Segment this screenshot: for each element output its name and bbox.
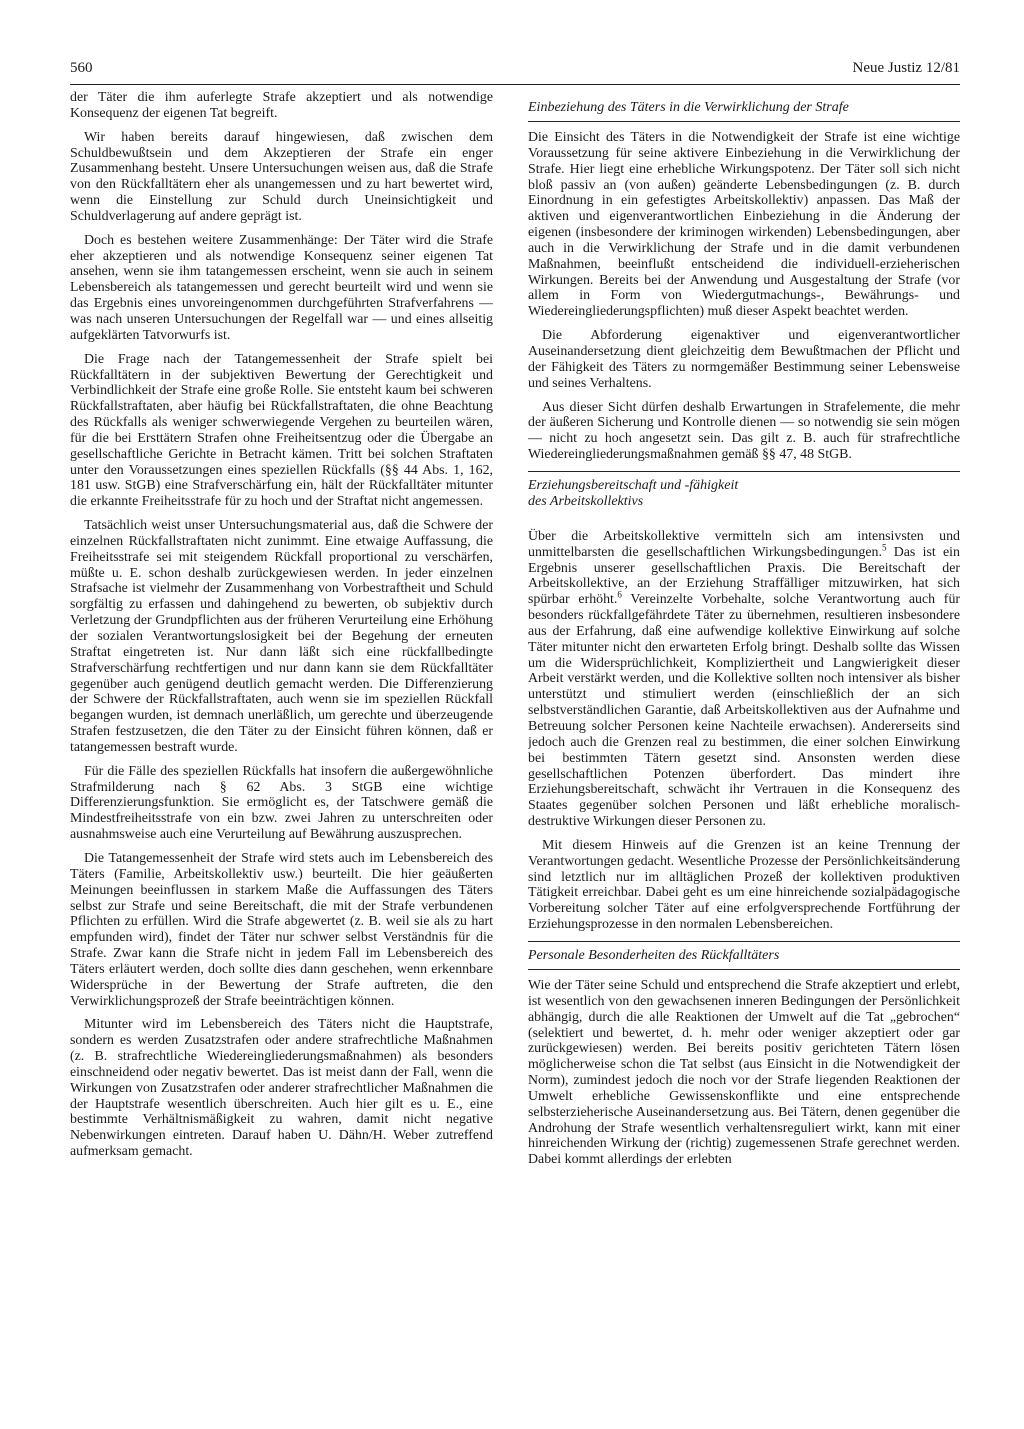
page-header: [70, 56, 960, 85]
journal-issue: Neue Justiz 12/81: [852, 60, 960, 76]
section-heading-personale-besonderheiten: Personale Besonderheiten des Rückfalltäters: [528, 941, 960, 970]
text-run: Vereinzelte Vorbehalte, solche Verantwortung auch für besonders rückfallgefährdete Täter zu übernehmen, resultieren insbesondere aus der Erfahrung, daß eine aufwendige kollektive Einwirkung auf solche Täter mitunter nicht den erwarteten Erfolg bringt. Deshalb sollte das Wissen um die Widersprüchlichkeit, Kompliziertheit und Langwierigkeit dieser Arbeit verstärkt werden, und die Kollektive sollten noch intensiver als bisher unterstützt und stimuliert werden (einschließlich der an sich selbstverständlichen Garantie, daß Arbeitskollektiven aus der Aufnahme und Betreuung solcher Personen keine Nachteile erwachsen). Andererseits sind jedoch auch die Grenzen real zu bestimmen, die einer solchen Einwirkung bei bestimmten Tätern gesetzt sind. Ansonsten werden diese gesellschaftlichen Potenzen überfordert. Das mindert ihre Erziehungsbereitschaft, schwächt ihr Vertrauen in die Konsequenz des Staates gegenüber solchen Personen und läßt erhebliche moralisch-destruktive Wirkungen dieser Personen zu.: [528, 592, 960, 830]
section-heading-einbeziehung: Einbeziehung des Täters in die Verwirklichung der Strafe: [528, 98, 960, 122]
paragraph: Die Einsicht des Täters in die Notwendigkeit der Strafe ist eine wichtige Voraussetzung für seine aktivere Einbeziehung in die Verwirklichung der Strafe. Hier liegt eine erhebliche Wirkungspotenz. Der Täter soll sich nicht bloß passiv an (von außen) geänderte Lebensbedingungen (z. B. durch Einordnung in ein gefestigtes Arbeitskollektiv) anpassen. Das Maß der aktiven und eigenverantwortlichen Einbeziehung in die Änderung der eigenen (insbesondere der kriminogen wirkenden) Lebensbedingungen, aber auch in die Verwirklichung der Strafe und in die damit verbundenen Maßnahmen, beeinflußt entscheidend die individuell-erzieherischen Wirkungen. Bereits bei der Anwendung und Ausgestaltung der Strafe (vor allem in Form von Wiedergutmachungs-, Bewährungs- und Wiedereingliederungspflichten) muß dieser Aspekt beachtet werden.: [528, 130, 960, 320]
text-run: Über die Arbeitskollektive vermitteln sich am intensivsten und unmittelbarsten die gesellschaftlichen Wirkungsbedingungen.: [528, 528, 960, 560]
text-run: Das ist ein Ergebnis unserer gesellschaftlichen Praxis. Die Bereitschaft der Arbeitskollektive, an der Erziehung Straffälliger mitzuwirken, hat sich spürbar erhöht.: [528, 544, 960, 608]
paragraph: Für die Fälle des speziellen Rückfalls hat insofern die außergewöhnliche Strafmilderung nach § 62 Abs. 3 StGB eine wichtige Differenzierungsfunktion. Sie ermöglicht es, der Tatschwere gemäß die Mindestfreiheitsstrafe von ein bzw. zwei Jahren zu unterschreiten oder ausnahmsweise auch eine Verurteilung auf Bewährung auszusprechen.: [70, 763, 493, 843]
section-heading-line: des Arbeitskollektivs: [528, 493, 644, 509]
paragraph: Die Tatangemessenheit der Strafe wird stets auch im Lebensbereich des Täters (Familie, Arbeitskollektiv usw.) beurteilt. Die hier geäußerten Meinungen beeinflussen in starkem Maße die Auffassungen des Täters selbst zur Strafe und seine Bereitschaft, die mit der Strafe verbundenen Pflichten zu erfüllen. Wird die Strafe abgewertet (z. B. weil sie als zu hart empfunden wird), findet der Täter nur schwer selbst Verständnis für die Strafe. Zwar kann die Strafe nicht in jedem Fall im Lebensbereich des Täters erläutert werden, doch sollte dies dann geschehen, wenn erkennbare Widersprüche in der Bewertung der Strafe auftreten, die den Verwirklichungsprozeß der Strafe beeinträchtigen können.: [70, 850, 493, 1009]
paragraph: Aus dieser Sicht dürfen deshalb Erwartungen in Strafelemente, die mehr der äußeren Sicherung und Kontrolle dienen — so notwendig sie sein mögen — nicht zu hoch angesetzt sein. Das gilt z. B. auch für strafrechtliche Wiedereingliederungsmaßnahmen gemäß §§ 47, 48 StGB.: [528, 399, 960, 463]
paragraph: Tatsächlich weist unser Untersuchungsmaterial aus, daß die Schwere der einzelnen Rückfallstraftaten nicht zunimmt. Eine etwaige Auffassung, die Freiheitsstrafe sei mit steigendem Rückfall proportional zu verschärfen, müßte u. E. schon deshalb zurückgewiesen werden. In jeder einzelnen Strafsache ist vielmehr der Zusammenhang von Vorbestraftheit und Schuld sorgfältig zu erfassen und dahingehend zu bewerten, ob subjektiv durch Verletzung der Grundpflichten aus der früheren Verurteilung eine Erhöhung der sozialen Verantwortungslosigkeit bei der Begehung der erneuten Straftat eingetreten ist. Nur dann läßt sich eine rückfallbedingte Strafverschärfung rechtfertigen und nur dann kann sie dem Rückfalltäter gegenüber auch genügend deutlich gemacht werden. Die Differenzierung der Schwere der Rückfallstraftaten, auch wenn sie im speziellen Rückfall begangen wurden, ist demnach unerläßlich, um gerechte und überzeugende Strafen festzusetzen, die den Täter zu der Einsicht führen können, daß er tatangemessen bestraft wurde.: [70, 518, 493, 755]
paragraph: Mit diesem Hinweis auf die Grenzen ist an keine Trennung der Verantwortungen gedacht. Wesentliche Prozesse der Persönlichkeitsänderung sind letztlich nur im alltäglichen Prozeß der kollektiven produktiven Tätigkeit erreichbar. Dabei geht es um eine hinreichende sozialpädagogische Vorbereitung solcher Täter auf eine erfolgversprechende Fortführung der Erziehungsprozesse in den normalen Lebensbereichen.: [528, 837, 960, 933]
paragraph: Wie der Täter seine Schuld und entsprechend die Strafe akzeptiert und erlebt, ist wesentlich von den gewachsenen inneren Bedingungen der Persönlichkeit abhängig, durch die alle Reaktionen der Umwelt auf die Tat „gebrochen“ (selektiert und bewertet, d. h. mehr oder weniger akzeptiert oder gar zurückgewiesen) werden. Bei bereits positiv gerichteten Tätern lösen möglicherweise schon die Tat selbst (aus Einsicht in die Notwendigkeit der Norm), zumindest jedoch die noch vor der Strafe liegenden Reaktionen der Umwelt erhebliche Gewissenskonflikte und eine entsprechende selbsterzieherische Auseinandersetzung aus. Bei Tätern, denen gegenüber die Androhung der Strafe wesentlich verhaltensreguliert wirkt, kann mit einer hinreichenden Wirkung der (richtig) zugemessenen Strafe gerechnet werden. Dabei kommt allerdings der erlebten: [528, 977, 960, 1168]
paragraph: Doch es bestehen weitere Zusammenhänge: Der Täter wird die Strafe eher akzeptieren und als notwendige Konsequenz seiner eigenen Tat ansehen, wenn sie ihm tatangemessen erscheint, wenn sie auch in seinem Lebensbereich als tatangemessen und gerecht beurteilt wird und wenn sie das Ergebnis eines unvoreingenommen durchgeführten Strafverfahrens — was nach unseren Untersuchungen der Regelfall war — und eines allseitig aufgeklärten Tatvorwurfs ist.: [70, 232, 493, 343]
footnote-marker: 5: [881, 542, 887, 553]
paragraph: der Täter die ihm auferlegte Strafe akzeptiert und als notwendige Konsequenz der eigenen Tat begreift.: [70, 90, 493, 121]
section-heading-erziehungsbereitschaft: [528, 471, 960, 515]
paragraph: Mitunter wird im Lebensbereich des Täters nicht die Hauptstrafe, sondern es werden Zusatzstrafen oder andere strafrechtliche Maßnahmen (z. B. strafrechtliche Wiedereingliederungsmaßnahmen) als besonders einschneidend oder negativ bewertet. Das ist meist dann der Fall, wenn die Wirkungen von Zusatzstrafen oder anderer strafrechtlicher Maßnahmen die der Hauptstrafe wesentlich überschreiten. Auch hier gilt es u. E., eine bestimmte Verhältnismäßigkeit zu wahren, damit nicht negative Nebenwirkungen eintreten. Darauf haben U. Dähn/H. Weber zutreffend aufmerksam gemacht.: [70, 1017, 493, 1160]
page-number: 560: [70, 60, 93, 76]
left-column: [70, 90, 493, 1410]
section-heading-line: Erziehungsbereitschaft und -fähigkeit: [528, 477, 739, 493]
paragraph: Die Abforderung eigenaktiver und eigenverantwortlicher Auseinandersetzung dient gleichzeitig dem Bewußtmachen der Pflicht und der Fähigkeit des Täters zu normgemäßer Bestimmung seiner Lebensweise und seines Verhaltens.: [528, 328, 960, 391]
paragraph: [528, 529, 960, 830]
right-column: [528, 90, 960, 1410]
paragraph: Die Frage nach der Tatangemessenheit der Strafe spielt bei Rückfalltätern in der subjektiven Bewertung der Gerechtigkeit und Verbindlichkeit der Strafe eine große Rolle. Sie entsteht kaum bei schweren Rückfallstraftaten, aber häufig bei Rückfallstraftaten, die ohne Beachtung des Rückfalls als weniger schwerwiegende Vergehen zu beurteilen wären, für die bei Ersttätern Strafen ohne Freiheitsentzug oder die Übergabe an gesellschaftliche Gerichte in Betracht kämen. Tritt bei solchen Straftaten unter den Voraussetzungen eines speziellen Rückfalls (§§ 44 Abs. 1, 162, 181 usw. StGB) eine Strafverschärfung ein, hält der Rückfalltäter mitunter die erkannte Freiheitsstrafe für zu hoch und der Straftat nicht angemessen.: [70, 351, 493, 510]
footnote-marker: 6: [617, 589, 622, 600]
paragraph: Wir haben bereits darauf hingewiesen, daß zwischen dem Schuldbewußtsein und dem Akzeptieren der Strafe ein enger Zusammenhang besteht. Unsere Untersuchungen weisen aus, daß die Strafe von den Rückfalltätern eher als unangemessen und zu hart bewertet wird, wenn die Einstellung zur Schuld durch Uneinsichtigkeit und Schuldverlagerung auf andere geprägt ist.: [70, 129, 493, 224]
